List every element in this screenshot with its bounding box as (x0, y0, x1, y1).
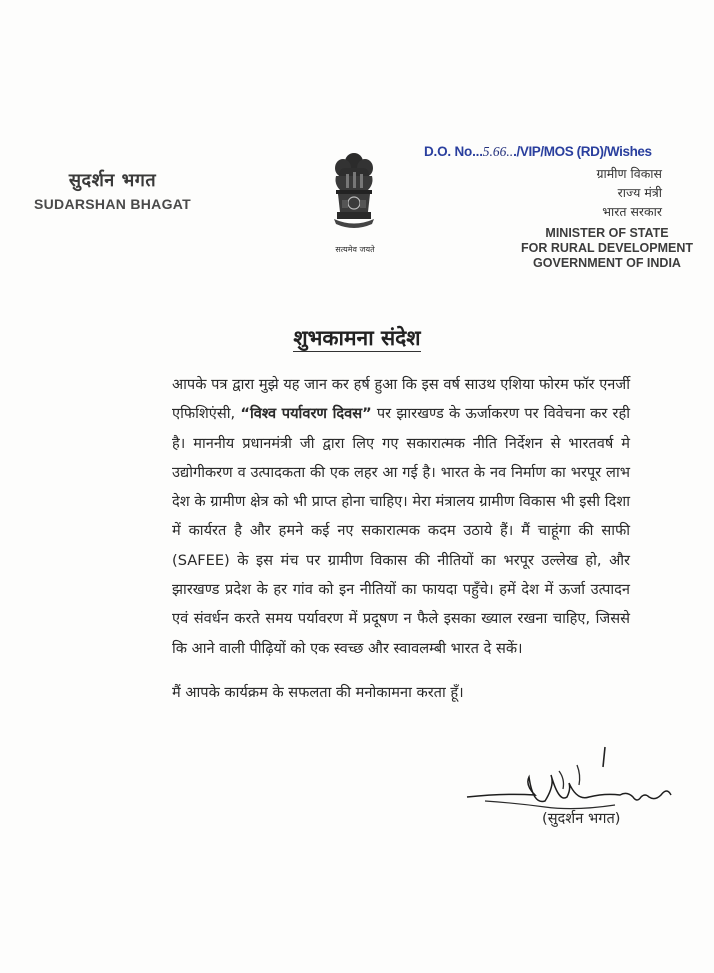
office-hindi-line: ग्रामीण विकास (596, 166, 662, 181)
letter-paragraph (110, 370, 630, 663)
reference-suffix: ./VIP/MOS (RD)/Wishes (513, 144, 652, 159)
paragraph-start: आपके पत्र द्वारा मुझे यह जान कर हर्ष हुआ कि इस वर्ष साउथ एशिया फोरम फॉर एनर्जी एफिशिएंसी, (172, 376, 630, 423)
letter-heading (0, 324, 714, 352)
closing-line: मैं आपके कार्यक्रम के सफलता की मनोकामना करता हूँ। (172, 684, 464, 701)
office-title-hindi (597, 164, 663, 221)
signatory-name: (सुदर्शन भगत) (542, 810, 621, 827)
reference-number (424, 144, 652, 160)
sender-name-hindi: सुदर्शन भगत (68, 170, 157, 191)
office-hindi-line: भारत सरकार (602, 204, 662, 219)
office-title-english (512, 226, 702, 271)
sender-block (34, 168, 191, 212)
sender-name-english: SUDARSHAN BHAGAT (34, 196, 191, 212)
letter-body (110, 370, 630, 663)
office-hindi-line: राज्य मंत्री (617, 185, 662, 200)
national-emblem-icon (322, 148, 386, 252)
office-english-line: GOVERNMENT OF INDIA (533, 256, 681, 270)
office-english-line: MINISTER OF STATE (545, 226, 669, 240)
office-english-line: FOR RURAL DEVELOPMENT (521, 241, 693, 255)
paragraph-end: पर झारखण्ड के ऊर्जाकरण पर विवेचना कर रही है। माननीय प्रधानमंत्री जी द्वारा लिए गए सकारात्मक नीति निर्देशन से भारतवर्ष मे उद्योगीकरण व उत्पादकता की एक लहर आ गई है। भारत के नव निर्माण का भरपूर लाभ देश के ग्रामीण क्षेत्र को भी प्राप्त होना चाहिए। मेरा मंत्रालय ग्रामीण विकास भी इसी दिशा में कार्यरत है और हमने कई नए सकारात्मक कदम उठाये हैं। मैं चाहूंगा की साफी (SAFEE) के इस मंच पर ग्रामीण विकास की नीतियों का भरपूर उल्लेख हो, और झारखण्ड प्रदेश के हर गांव को इन नीतियों का फायदा पहुँचे। हमें देश में ऊर्जा उत्पादन एवं संवर्धन करते समय पर्यावरण में प्रदूषण न फैले इसका ख्याल रखना चाहिए, जिससे कि आने वाली पीढ़ियों को एक स्वच्छ और स्वावलम्बी भारत दे सकें। (172, 405, 630, 657)
event-name: “विश्व पर्यावरण दिवस” (240, 405, 372, 423)
reference-prefix: D.O. No... (424, 144, 483, 159)
emblem-motto: सत्यमेव जयते (335, 245, 375, 254)
reference-handwritten-number: 5.66.. (482, 144, 514, 159)
heading-text: शुभकामना संदेश (293, 326, 421, 350)
